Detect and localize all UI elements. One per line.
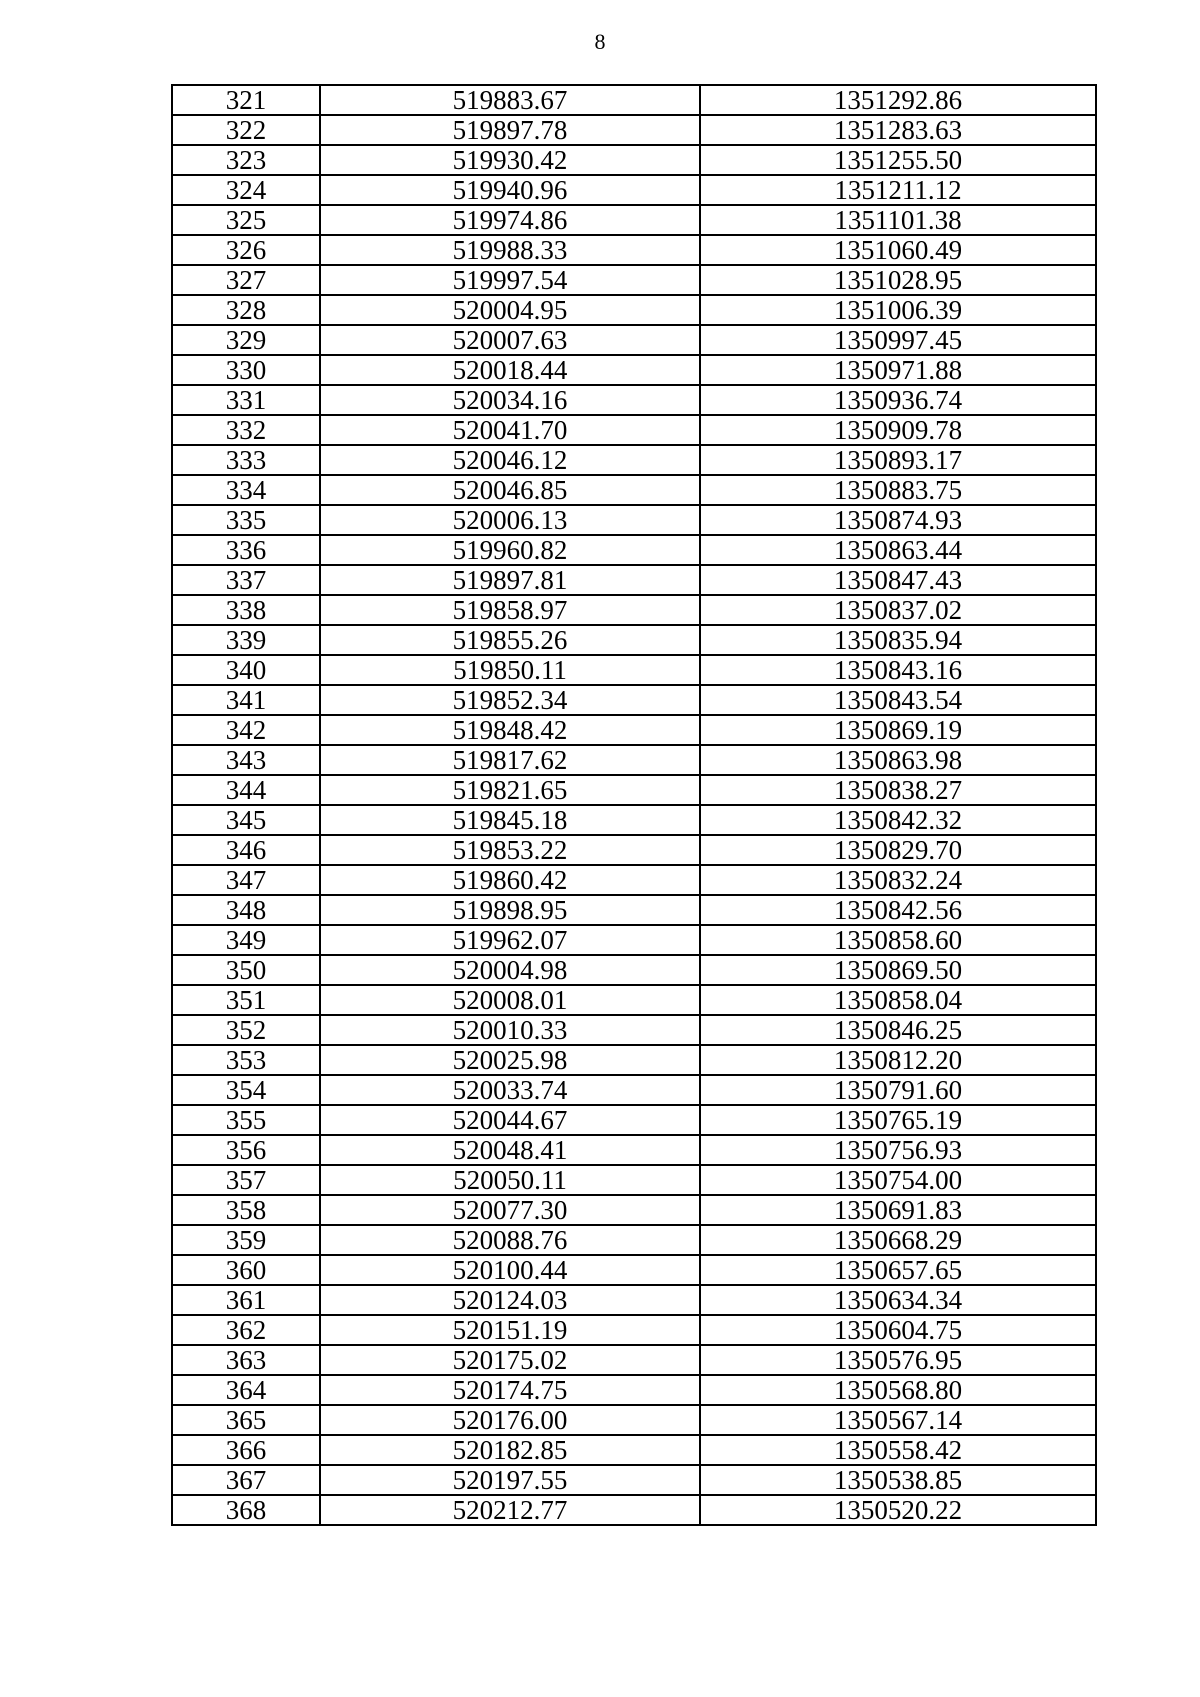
table-row [172,355,1096,385]
table-row [172,895,1096,925]
y-coordinate-cell: 1350997.45 [700,325,1096,355]
x-coordinate-cell: 520007.63 [320,325,700,355]
x-coordinate-cell: 519960.82 [320,535,700,565]
table-row [172,625,1096,655]
x-coordinate-cell: 520088.76 [320,1225,700,1255]
x-coordinate-cell: 519848.42 [320,715,700,745]
y-coordinate-cell: 1350538.85 [700,1465,1096,1495]
point-number-cell: 329 [172,325,320,355]
x-coordinate-cell: 520044.67 [320,1105,700,1135]
coordinates-table [171,84,1097,1526]
x-coordinate-cell: 520100.44 [320,1255,700,1285]
y-coordinate-cell: 1351255.50 [700,145,1096,175]
y-coordinate-cell: 1350883.75 [700,475,1096,505]
point-number-cell: 323 [172,145,320,175]
x-coordinate-cell: 519988.33 [320,235,700,265]
y-coordinate-cell: 1350869.19 [700,715,1096,745]
x-coordinate-cell: 519962.07 [320,925,700,955]
point-number-cell: 327 [172,265,320,295]
point-number-cell: 350 [172,955,320,985]
y-coordinate-cell: 1350765.19 [700,1105,1096,1135]
table-row [172,295,1096,325]
point-number-cell: 337 [172,565,320,595]
x-coordinate-cell: 520004.98 [320,955,700,985]
table-row [172,1195,1096,1225]
table-row [172,715,1096,745]
table-row [172,1135,1096,1165]
point-number-cell: 341 [172,685,320,715]
x-coordinate-cell: 520174.75 [320,1375,700,1405]
table-row [172,1045,1096,1075]
table-row [172,535,1096,565]
y-coordinate-cell: 1350634.34 [700,1285,1096,1315]
table-row [172,475,1096,505]
y-coordinate-cell: 1350858.60 [700,925,1096,955]
point-number-cell: 321 [172,85,320,115]
x-coordinate-cell: 519930.42 [320,145,700,175]
point-number-cell: 336 [172,535,320,565]
point-number-cell: 335 [172,505,320,535]
table-row [172,1375,1096,1405]
table-row [172,445,1096,475]
x-coordinate-cell: 520046.85 [320,475,700,505]
y-coordinate-cell: 1350874.93 [700,505,1096,535]
point-number-cell: 346 [172,835,320,865]
table-row [172,925,1096,955]
table-row [172,1285,1096,1315]
y-coordinate-cell: 1350971.88 [700,355,1096,385]
x-coordinate-cell: 519997.54 [320,265,700,295]
y-coordinate-cell: 1350837.02 [700,595,1096,625]
y-coordinate-cell: 1350520.22 [700,1495,1096,1525]
point-number-cell: 345 [172,805,320,835]
x-coordinate-cell: 520176.00 [320,1405,700,1435]
point-number-cell: 354 [172,1075,320,1105]
point-number-cell: 324 [172,175,320,205]
table-row [172,1435,1096,1465]
point-number-cell: 322 [172,115,320,145]
point-number-cell: 353 [172,1045,320,1075]
point-number-cell: 357 [172,1165,320,1195]
y-coordinate-cell: 1350567.14 [700,1405,1096,1435]
y-coordinate-cell: 1350657.65 [700,1255,1096,1285]
x-coordinate-cell: 519897.81 [320,565,700,595]
table-row [172,385,1096,415]
x-coordinate-cell: 520175.02 [320,1345,700,1375]
y-coordinate-cell: 1350832.24 [700,865,1096,895]
x-coordinate-cell: 519858.97 [320,595,700,625]
y-coordinate-cell: 1351028.95 [700,265,1096,295]
point-number-cell: 349 [172,925,320,955]
point-number-cell: 340 [172,655,320,685]
point-number-cell: 356 [172,1135,320,1165]
table-row [172,985,1096,1015]
point-number-cell: 363 [172,1345,320,1375]
table-row [172,205,1096,235]
point-number-cell: 348 [172,895,320,925]
table-row [172,175,1096,205]
point-number-cell: 347 [172,865,320,895]
point-number-cell: 364 [172,1375,320,1405]
y-coordinate-cell: 1351060.49 [700,235,1096,265]
table-row [172,505,1096,535]
y-coordinate-cell: 1351006.39 [700,295,1096,325]
x-coordinate-cell: 520046.12 [320,445,700,475]
table-row [172,655,1096,685]
point-number-cell: 358 [172,1195,320,1225]
table-row [172,1225,1096,1255]
table-row [172,1495,1096,1525]
y-coordinate-cell: 1350756.93 [700,1135,1096,1165]
x-coordinate-cell: 520033.74 [320,1075,700,1105]
table-row [172,1405,1096,1435]
x-coordinate-cell: 520006.13 [320,505,700,535]
x-coordinate-cell: 520077.30 [320,1195,700,1225]
point-number-cell: 326 [172,235,320,265]
x-coordinate-cell: 519883.67 [320,85,700,115]
point-number-cell: 360 [172,1255,320,1285]
point-number-cell: 333 [172,445,320,475]
point-number-cell: 342 [172,715,320,745]
y-coordinate-cell: 1350858.04 [700,985,1096,1015]
x-coordinate-cell: 519852.34 [320,685,700,715]
y-coordinate-cell: 1351283.63 [700,115,1096,145]
x-coordinate-cell: 520034.16 [320,385,700,415]
point-number-cell: 365 [172,1405,320,1435]
point-number-cell: 331 [172,385,320,415]
page-number: 8 [594,29,606,54]
point-number-cell: 367 [172,1465,320,1495]
y-coordinate-cell: 1350604.75 [700,1315,1096,1345]
x-coordinate-cell: 519850.11 [320,655,700,685]
table-row [172,235,1096,265]
table-row [172,325,1096,355]
table-row [172,745,1096,775]
x-coordinate-cell: 520197.55 [320,1465,700,1495]
x-coordinate-cell: 519860.42 [320,865,700,895]
y-coordinate-cell: 1350869.50 [700,955,1096,985]
table-row [172,1465,1096,1495]
x-coordinate-cell: 520182.85 [320,1435,700,1465]
y-coordinate-cell: 1351211.12 [700,175,1096,205]
point-number-cell: 344 [172,775,320,805]
table-row [172,595,1096,625]
y-coordinate-cell: 1350846.25 [700,1015,1096,1045]
x-coordinate-cell: 520010.33 [320,1015,700,1045]
point-number-cell: 325 [172,205,320,235]
y-coordinate-cell: 1350936.74 [700,385,1096,415]
point-number-cell: 339 [172,625,320,655]
y-coordinate-cell: 1350893.17 [700,445,1096,475]
x-coordinate-cell: 519974.86 [320,205,700,235]
x-coordinate-cell: 519853.22 [320,835,700,865]
x-coordinate-cell: 520212.77 [320,1495,700,1525]
y-coordinate-cell: 1350843.54 [700,685,1096,715]
table-row [172,955,1096,985]
point-number-cell: 352 [172,1015,320,1045]
table-row [172,1015,1096,1045]
x-coordinate-cell: 519898.95 [320,895,700,925]
point-number-cell: 332 [172,415,320,445]
y-coordinate-cell: 1350812.20 [700,1045,1096,1075]
point-number-cell: 355 [172,1105,320,1135]
table-row [172,1075,1096,1105]
x-coordinate-cell: 519845.18 [320,805,700,835]
y-coordinate-cell: 1350863.44 [700,535,1096,565]
x-coordinate-cell: 520025.98 [320,1045,700,1075]
table-row [172,85,1096,115]
y-coordinate-cell: 1350842.56 [700,895,1096,925]
point-number-cell: 343 [172,745,320,775]
y-coordinate-cell: 1350909.78 [700,415,1096,445]
point-number-cell: 362 [172,1315,320,1345]
x-coordinate-cell: 520041.70 [320,415,700,445]
point-number-cell: 359 [172,1225,320,1255]
y-coordinate-cell: 1351101.38 [700,205,1096,235]
table-row [172,1105,1096,1135]
x-coordinate-cell: 519821.65 [320,775,700,805]
table-row [172,265,1096,295]
point-number-cell: 328 [172,295,320,325]
x-coordinate-cell: 520124.03 [320,1285,700,1315]
y-coordinate-cell: 1350576.95 [700,1345,1096,1375]
x-coordinate-cell: 519940.96 [320,175,700,205]
table-row [172,1165,1096,1195]
point-number-cell: 351 [172,985,320,1015]
table-row [172,865,1096,895]
table-row [172,115,1096,145]
x-coordinate-cell: 520004.95 [320,295,700,325]
table-row [172,1315,1096,1345]
table-row [172,835,1096,865]
table-row [172,565,1096,595]
point-number-cell: 338 [172,595,320,625]
x-coordinate-cell: 520018.44 [320,355,700,385]
point-number-cell: 330 [172,355,320,385]
y-coordinate-cell: 1350838.27 [700,775,1096,805]
coordinates-table-body [172,85,1096,1525]
y-coordinate-cell: 1350847.43 [700,565,1096,595]
point-number-cell: 368 [172,1495,320,1525]
y-coordinate-cell: 1350754.00 [700,1165,1096,1195]
x-coordinate-cell: 519897.78 [320,115,700,145]
y-coordinate-cell: 1350558.42 [700,1435,1096,1465]
point-number-cell: 361 [172,1285,320,1315]
table-row [172,1345,1096,1375]
y-coordinate-cell: 1350691.83 [700,1195,1096,1225]
y-coordinate-cell: 1350863.98 [700,745,1096,775]
x-coordinate-cell: 520050.11 [320,1165,700,1195]
table-row [172,775,1096,805]
y-coordinate-cell: 1350843.16 [700,655,1096,685]
table-row [172,805,1096,835]
y-coordinate-cell: 1350568.80 [700,1375,1096,1405]
x-coordinate-cell: 520008.01 [320,985,700,1015]
x-coordinate-cell: 519817.62 [320,745,700,775]
point-number-cell: 334 [172,475,320,505]
x-coordinate-cell: 520151.19 [320,1315,700,1345]
y-coordinate-cell: 1350835.94 [700,625,1096,655]
y-coordinate-cell: 1350842.32 [700,805,1096,835]
point-number-cell: 366 [172,1435,320,1465]
table-row [172,685,1096,715]
y-coordinate-cell: 1350791.60 [700,1075,1096,1105]
y-coordinate-cell: 1351292.86 [700,85,1096,115]
y-coordinate-cell: 1350829.70 [700,835,1096,865]
y-coordinate-cell: 1350668.29 [700,1225,1096,1255]
x-coordinate-cell: 520048.41 [320,1135,700,1165]
x-coordinate-cell: 519855.26 [320,625,700,655]
table-row [172,145,1096,175]
table-row [172,1255,1096,1285]
table-row [172,415,1096,445]
